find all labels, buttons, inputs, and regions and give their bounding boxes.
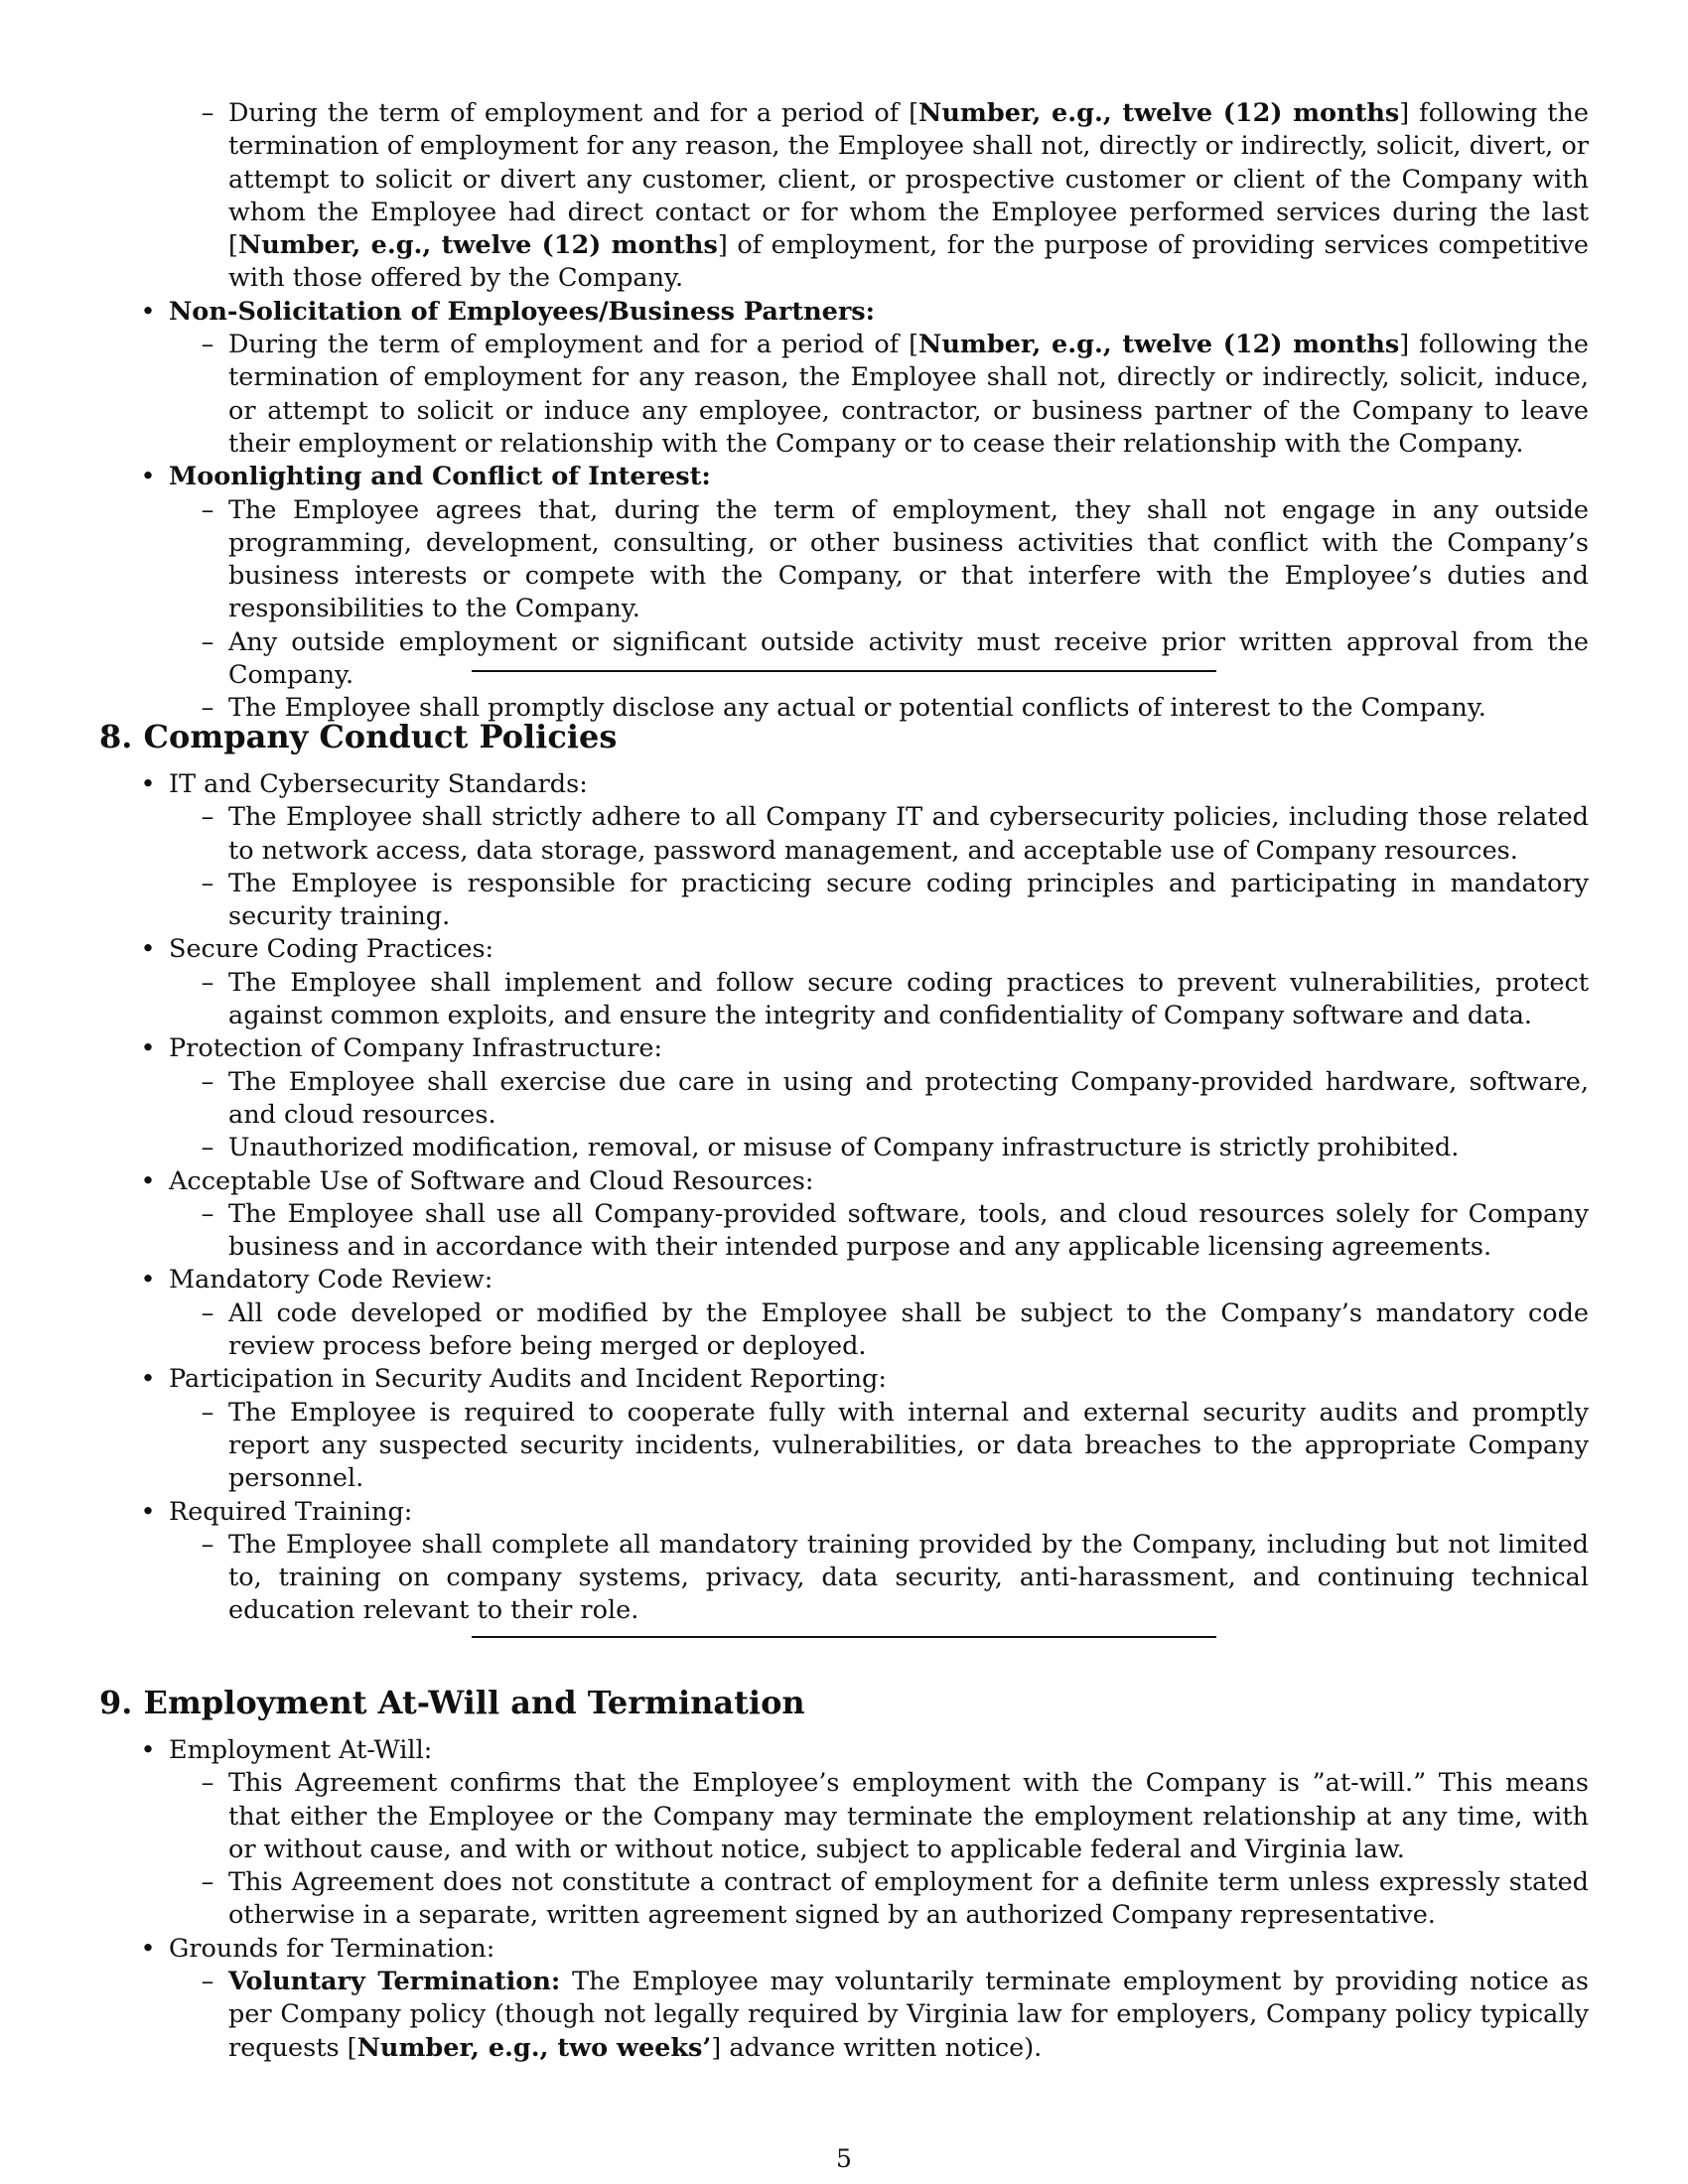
text: The Employee is required to cooperate fully with internal and external security audits and promptly report any suspected security incidents, vulnerabilities, or data breaches to the appropriate Company personnel.: [228, 1397, 1589, 1494]
sub-list-item: [201, 1966, 1589, 2065]
sub-list: [169, 801, 1589, 933]
dash-marker: –: [201, 494, 214, 525]
text: This Agreement does not constitute a contract of employment for a definite term unless expressly stated otherwise in a separate, written agreement signed by an authorized Company representative.: [228, 1867, 1589, 1931]
dash-marker: –: [201, 1529, 214, 1560]
bullet-marker: •: [140, 296, 156, 327]
text: ] of employment, for the purpose of providing services competitive with those offered by the Company.: [228, 230, 1590, 294]
sub-list: [169, 1198, 1589, 1265]
text: The Employee shall complete all mandatory training provided by the Company, including but not limited to, training on company systems, privacy, data security, anti-harassment, and continuing technical education relevant to their role.: [228, 1529, 1589, 1626]
dash-marker: –: [201, 693, 214, 724]
item-heading: Employment At-Will:: [169, 1735, 433, 1765]
list-item: [140, 933, 1589, 1032]
text: Unauthorized modification, removal, or misuse of Company infrastructure is strictly prohibited.: [228, 1133, 1460, 1163]
continuation-block: [99, 97, 1589, 726]
dash-marker: –: [201, 1297, 214, 1328]
item-heading: Required Training:: [169, 1496, 413, 1527]
sub-list: [169, 1767, 1589, 1932]
sub-list-item: [201, 329, 1589, 461]
sub-list-item: [201, 1866, 1589, 1933]
bullet-marker: •: [140, 1165, 156, 1196]
section-title: 8. Company Conduct Policies: [99, 718, 618, 755]
text: The Employee shall strictly adhere to all Company IT and cybersecurity policies, including those related to network access, data storage, password management, and acceptable use of Company resources.: [228, 802, 1589, 866]
placeholder-text: Number, e.g., twelve (12) months: [918, 98, 1400, 128]
item-heading: Acceptable Use of Software and Cloud Resources:: [169, 1165, 814, 1196]
dash-marker: –: [201, 626, 214, 657]
sub-list: [169, 1529, 1589, 1628]
text: During the term of employment and for a period of [: [228, 98, 919, 128]
bullet-marker: •: [140, 1033, 156, 1064]
sub-list: [169, 1066, 1589, 1165]
sub-list-item: [201, 494, 1589, 626]
sub-list: [169, 967, 1589, 1033]
list-item: [140, 1734, 1589, 1933]
sub-list-item: [201, 1767, 1589, 1866]
text: The Employee is responsible for practicing secure coding principles and participating in mandatory security training.: [228, 868, 1589, 932]
list-item: [140, 296, 1589, 461]
placeholder-text: Number, e.g., two weeks’: [356, 2032, 712, 2063]
list-item: [169, 97, 1589, 296]
bullet-marker: •: [140, 1265, 156, 1296]
bullet-marker: •: [140, 1496, 156, 1527]
list-item: [140, 768, 1589, 933]
dash-marker: –: [201, 98, 214, 128]
sub-list-item: [201, 801, 1589, 868]
bullet-marker: •: [140, 1933, 156, 1964]
sub-list-item: [201, 868, 1589, 934]
section-9: [99, 1683, 1589, 2065]
dash-marker: –: [201, 1066, 214, 1097]
text: The Employee may voluntarily terminate employment by providing notice as per Company policy (though not legally required by Virginia law for employers, Company policy typically requests [: [228, 1967, 1589, 2063]
text: Any outside employment or significant outside activity must receive prior written approval from the Company.: [228, 626, 1589, 691]
dash-marker: –: [201, 1397, 214, 1428]
dash-marker: –: [201, 802, 214, 833]
sub-list: [99, 97, 1589, 296]
item-heading: Protection of Company Infrastructure:: [169, 1033, 663, 1064]
dash-marker: –: [201, 868, 214, 898]
sub-list: [169, 1397, 1589, 1496]
item-heading: IT and Cybersecurity Standards:: [169, 769, 588, 799]
sub-list-item: [201, 967, 1589, 1033]
bullet-list: [99, 768, 1589, 1628]
item-heading: Moonlighting and Conflict of Interest:: [169, 462, 711, 492]
text: This Agreement confirms that the Employee’s employment with the Company is ”at-will.” This means that either the Employee or the Company may terminate the employment relationship at any time, with or without cause, and with or without notice, subject to applicable federal and Virginia law.: [228, 1768, 1589, 1864]
placeholder-text: Number, e.g., twelve (12) months: [918, 330, 1400, 360]
item-heading: Non-Solicitation of Employees/Business Partners:: [169, 296, 876, 327]
text: The Employee shall exercise due care in using and protecting Company-provided hardware, software, and cloud resources.: [228, 1066, 1589, 1130]
sub-list-item: [201, 97, 1590, 296]
sub-list-item: [201, 1297, 1589, 1364]
text: The Employee agrees that, during the term of employment, they shall not engage in any outside programming, development, consulting, or other business activities that conflict with the Company’s business interests or compete with the Company, or that interfere with the Employee’s duties and responsibilities to the Company.: [228, 494, 1589, 624]
section-title: 9. Employment At-Will and Termination: [99, 1684, 805, 1721]
dash-marker: –: [201, 1133, 214, 1163]
bullet-list: [99, 97, 1589, 726]
bullet-marker: •: [140, 1735, 156, 1765]
item-heading: Grounds for Termination:: [169, 1933, 495, 1964]
section-divider: [472, 670, 1216, 672]
dash-marker: –: [201, 1867, 214, 1898]
text: During the term of employment and for a period of [: [228, 330, 919, 360]
list-item: [140, 1933, 1589, 2065]
sub-list-item: [201, 1066, 1589, 1133]
sub-list: [169, 1297, 1589, 1364]
section-divider: [472, 1636, 1216, 1638]
text: The Employee shall use all Company-provided software, tools, and cloud resources solely for Company business and in accordance with their intended purpose and any applicable licensing agreements.: [228, 1198, 1589, 1263]
dash-marker: –: [201, 1198, 214, 1229]
sub-list: [169, 329, 1589, 461]
sub-list-item: [201, 626, 1589, 693]
list-item: [140, 1264, 1589, 1363]
bullet-list: [99, 1734, 1589, 2065]
item-heading: Participation in Security Audits and Incident Reporting:: [169, 1364, 887, 1395]
placeholder-text: Number, e.g., twelve (12) months: [237, 230, 718, 261]
sub-list-item: [201, 1529, 1589, 1628]
bullet-marker: •: [140, 769, 156, 799]
text: All code developed or modified by the Employee shall be subject to the Company’s mandatory code review process before being merged or deployed.: [228, 1297, 1589, 1362]
list-item: [140, 461, 1589, 725]
section-8: [99, 717, 1589, 1628]
sub-list: [169, 494, 1589, 726]
dash-marker: –: [201, 1768, 214, 1799]
bullet-marker: •: [140, 462, 156, 492]
dash-marker: –: [201, 967, 214, 998]
list-item: [140, 1363, 1589, 1495]
sub-list-item: [201, 1397, 1589, 1496]
sub-list: [169, 1966, 1589, 2065]
text: ] advance written notice).: [711, 2032, 1043, 2063]
text: The Employee shall implement and follow secure coding practices to prevent vulnerabilities, protect against common exploits, and ensure the integrity and confidentiality of Company software and data.: [228, 967, 1589, 1031]
list-item: [140, 1165, 1589, 1265]
list-item: [140, 1496, 1589, 1628]
item-label: Voluntary Termination:: [228, 1967, 561, 1997]
item-heading: Secure Coding Practices:: [169, 934, 494, 965]
dash-marker: –: [201, 330, 214, 360]
text: ] following the termination of employment for any reason, the Employee shall not, directly or indirectly, solicit, divert, or attempt to solicit or divert any customer, client, or prospective customer or client of the Company with whom the Employee had direct contact or for whom the Employee performed services during the last [: [228, 98, 1589, 261]
text: ] following the termination of employment for any reason, the Employee shall not, directly or indirectly, solicit, induce, or attempt to solicit or induce any employee, contractor, or business partner of the Company to leave their employment or relationship with the Company or to cease their relationship with the Company.: [228, 330, 1589, 459]
item-heading: Mandatory Code Review:: [169, 1265, 493, 1296]
list-item: [140, 1032, 1589, 1164]
sub-list-item: [201, 1132, 1589, 1164]
sub-list-item: [201, 1198, 1589, 1265]
dash-marker: –: [201, 1967, 214, 1997]
text: The Employee shall promptly disclose any actual or potential conflicts of interest to the Company.: [228, 693, 1486, 724]
page-number: 5: [836, 2144, 852, 2173]
bullet-marker: •: [140, 934, 156, 965]
bullet-marker: •: [140, 1364, 156, 1395]
